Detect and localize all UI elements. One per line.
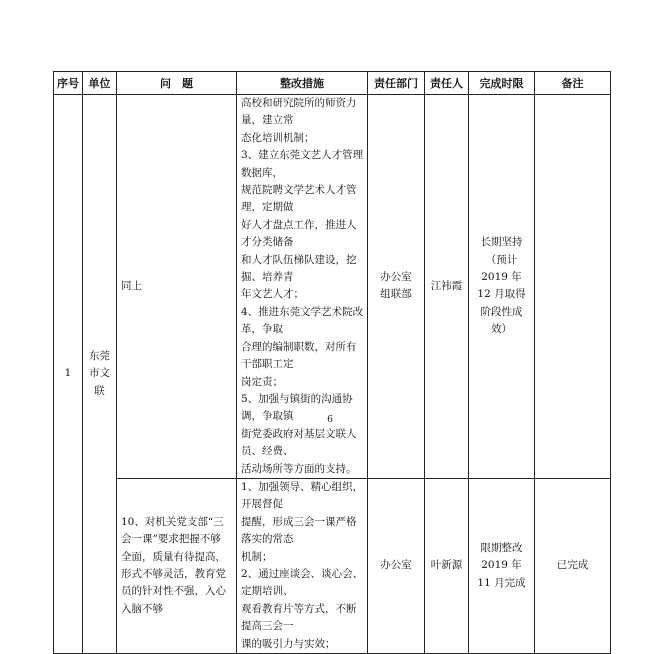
unit-cell: 东莞 市文 联 xyxy=(83,95,117,654)
problem-cell: 10、对机关党支部“三 会一课”要求把握不够 全面，质量有待提高， 形式不够灵活，教育党 员的针对性不强，入心 入脑不够 xyxy=(117,478,237,653)
header-remarks: 备注 xyxy=(535,72,611,95)
measures-cell: 高校和研究院所的师资力量，建立常 态化培训机制； 3、建立东莞文艺人才管理数据库， 规范院聘文学艺术人才管理，定期做 好人才盘点工作，推进人才分类储备 和人才队伍梯队建设，挖掘、培养青 年文艺人才； 4、推进东莞文学艺术院改革，争取 合理的编制职数，对所有干部职工定 岗定责； 5、加强与镇街的沟通协调，争取镇 街党委政府对基层文联人员、经费、 活动场所等方面的支持。 xyxy=(237,95,368,479)
page-number: 6 xyxy=(327,415,333,425)
header-no: 序号 xyxy=(54,72,83,95)
header-dept: 责任部门 xyxy=(368,72,425,95)
header-problem: 问 题 xyxy=(117,72,237,95)
row-number: 1 xyxy=(54,95,83,654)
deadline-cell: 长期坚持 （预计 2019 年 12 月取得 阶段性成 效） xyxy=(469,95,535,479)
problem-cell: 同上 xyxy=(117,95,237,479)
table-row xyxy=(54,478,611,653)
deadline-cell: 限期整改 2019 年 11 月完成 xyxy=(469,478,535,653)
measures-cell: 1、加强领导、精心组织，开展督促 提醒，形成三会一课严格落实的常态 机制； 2、通过座谈会、谈心会、定期培训、 观看教育片等方式，不断提高三会一 课的吸引力与实效； xyxy=(237,478,368,653)
person-cell: 江袆霞 xyxy=(425,95,469,479)
dept-cell: 办公室 组联部 xyxy=(368,95,425,479)
header-row xyxy=(54,72,611,95)
header-measures: 整改措施 xyxy=(237,72,368,95)
person-cell: 叶新源 xyxy=(425,478,469,653)
header-deadline: 完成时限 xyxy=(469,72,535,95)
remarks-cell: 已完成 xyxy=(535,478,611,653)
dept-cell: 办公室 xyxy=(368,478,425,653)
header-unit: 单位 xyxy=(83,72,117,95)
rectification-table xyxy=(53,71,611,654)
header-person: 责任人 xyxy=(425,72,469,95)
